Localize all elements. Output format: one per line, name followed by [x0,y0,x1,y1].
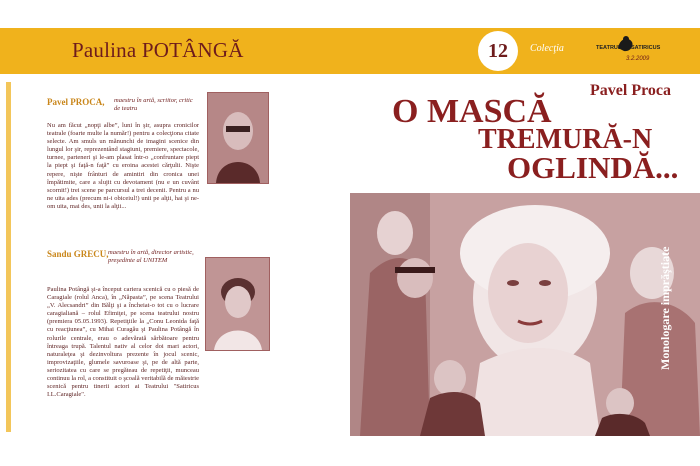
reviewer-name-1: Pavel PROCA, [47,97,105,107]
cover-title-line-2: TREMURĂ-N [478,124,653,155]
cover-title-line-1: O MASCĂ [392,93,552,130]
logo-text-teatrul: TEATRUL [596,45,622,51]
theatre-photo-collage [350,193,700,436]
portrait-photo-icon [208,93,268,183]
cover-vertical-subtitle [658,200,678,370]
collection-label: Colecţia [530,43,564,54]
cover-title-line-3: OGLINDĂ... [507,150,679,185]
spine-strip [6,82,11,432]
reviewer-photo-1 [207,92,269,184]
vertical-subtitle-text: Monologare imprăştiate [658,246,672,370]
reviewer-name-2: Sandu GRECU, [47,249,109,259]
mask-figure-icon [614,34,674,54]
satiricus-logo [596,36,661,72]
portrait-photo-icon [206,258,269,350]
logo-date: 3.2.2009 [626,56,650,62]
review-text-1: Nu am făcut „nopţi albe”, luni în şir, asupra cronicilor teatrale (foarte multe la număr!) pentru a colecţiona citate selecte. Am smuls un mănunchi de imagini scenice din lungul lor şir, reprezentând stagiuni, premiere, spectacole, turnee, parteneri şi le-am plasat într-o „confruntare piept la piept şi faţă-n faţă” cu eroina acestei cărţulii. Nişte repere, nişte frânturi de amintiri din cronica unei împătimite, care a slujit cu devotament (nu e un cuvânt scornit!) trei scene pe parcursul a trei decenii. Pentru a nu ne uita ades (precum ni-i obiceiul!) unii pe alţii, hai şi ne-om uita, mai des, unii la alţii... [47,122,199,210]
header-author-name: Paulina POTÂNGĂ [72,38,244,62]
cover-photo-collage [350,193,700,436]
collection-number-badge: 12 [478,31,518,71]
logo-text-satiricus: SATIRICUS [631,45,661,51]
reviewer-photo-2 [205,257,270,351]
review-text-2: Paulina Potângă şi-a început cariera scenică cu o piesă de Caragiale (rolul Anca), în „Năpasta”, pe scena Teatrului „V. Alecsandri” din Bălţi şi a încheiat-o tot cu o lucrare caragialiană – rolul Efimiţei, pe scena teatrului nostru (premiera 05.05.1993). Repetiţiile la „Conu Leonida faţă cu reacţiunea”, cu Mihai Curagău şi Paulina Potângă în rolurile centrale, erau o adevărată sărbătoare pentru întreaga trupă. Talentul nativ al celor doi mari actori, naturaleţea şi dezinvoltura prezente în jocul scenic, improvizaţiile, glumele savuroase şi, pe de altă parte, seriozitatea cu care se pregăteau de repetiţii, munceau continuu la rol, a constituit o şcoală veritabilă de măiestrie scenică pentru tinerii actori ai Teatrului "Satiricus I.L.Caragiale". [47,286,199,399]
reviewer-role-2: maestru în artă, director artistic, preşedinte al UNITEM [108,249,194,264]
cover-author: Pavel Proca [590,82,672,99]
reviewer-role-1: maestru în artă, scriitor, critic de teatru [114,97,193,112]
